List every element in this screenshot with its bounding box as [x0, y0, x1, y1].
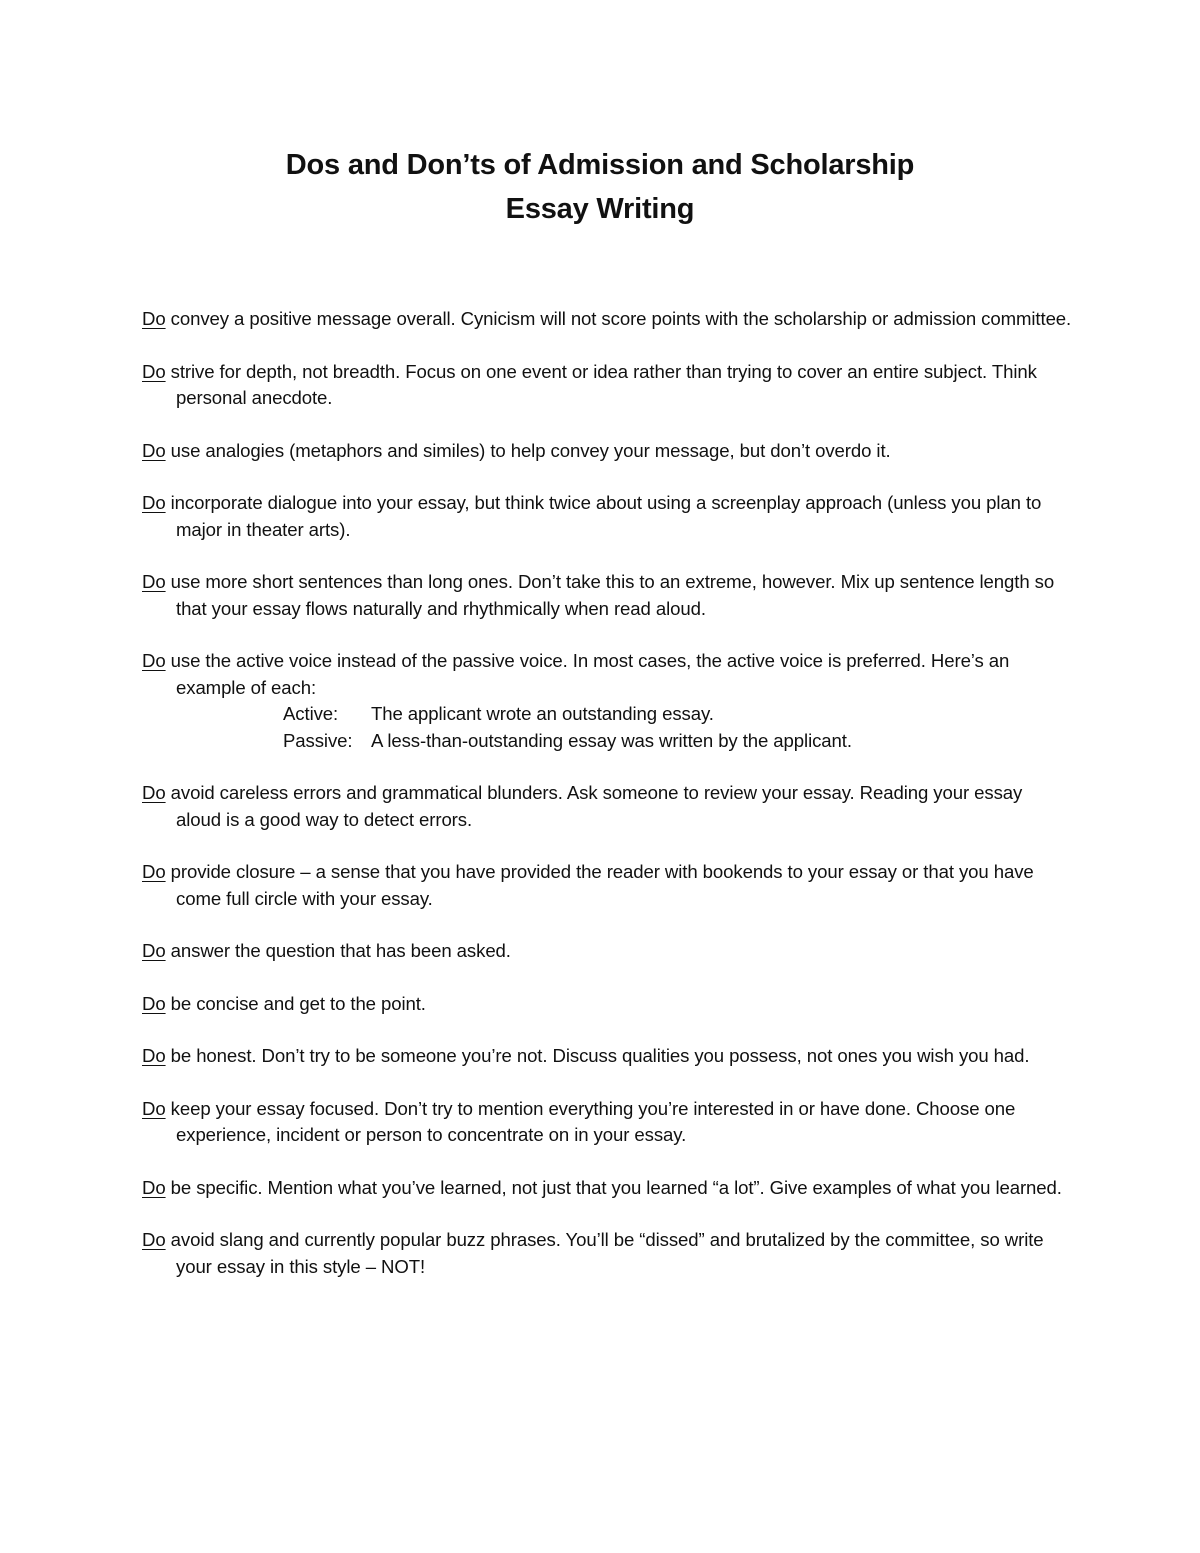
do-label: Do [142, 940, 166, 961]
do-label: Do [142, 492, 166, 513]
item-text: answer the question that has been asked. [165, 940, 511, 961]
list-item [142, 490, 1072, 543]
do-label: Do [142, 1097, 166, 1119]
item-text: be concise and get to the point. [165, 992, 426, 1014]
list-item [142, 569, 1072, 622]
item-text: keep your essay focused. Don’t try to mention everything you’re interested in or have done. Choose one experience, incident or person to concentrate on in your essay. [165, 1097, 1016, 1145]
example-label: Passive: [283, 729, 353, 751]
item-text: use more short sentences than long ones. Don’t take this to an extreme, however. Mix up sentence length so that your essay flows naturally and rhythmically when read aloud. [165, 571, 1055, 619]
list-item [142, 359, 1072, 412]
do-label: Do [142, 571, 166, 592]
do-label: Do [142, 992, 166, 1014]
list-item [142, 438, 1072, 465]
item-text: avoid slang and currently popular buzz phrases. You’ll be “dissed” and brutalized by the committee, so write your essay in this style – NOT! [165, 1229, 1044, 1277]
voice-examples [283, 701, 1072, 754]
item-text: incorporate dialogue into your essay, but think twice about using a screenplay approach (unless you plan to major in theater arts). [165, 492, 1042, 540]
item-text: use analogies (metaphors and similes) to help convey your message, but don’t overdo it. [165, 439, 891, 461]
item-text: convey a positive message overall. Cynicism will not score points with the scholarship or admission committee. [165, 308, 1072, 329]
list-item [142, 648, 1072, 754]
item-text: be specific. Mention what you’ve learned, not just that you learned “a lot”. Give examples of what you learned. [165, 1176, 1062, 1198]
document-title [0, 143, 1200, 231]
list-item [142, 1175, 1072, 1202]
item-text: use the active voice instead of the passive voice. In most cases, the active voice is preferred. Here’s an example of each: [165, 650, 1010, 698]
item-text: provide closure – a sense that you have provided the reader with bookends to your essay or that you have come full circle with your essay. [165, 861, 1034, 909]
item-text: avoid careless errors and grammatical blunders. Ask someone to review your essay. Reading your essay aloud is a good way to detect errors. [165, 782, 1023, 830]
do-label: Do [142, 650, 166, 671]
do-label: Do [142, 439, 166, 461]
list-item [142, 306, 1072, 333]
do-label: Do [142, 360, 166, 382]
list-item [142, 1043, 1072, 1070]
title-line-1: Dos and Don’ts of Admission and Scholarship [285, 149, 915, 181]
do-label: Do [142, 782, 166, 803]
example-text: A less-than-outstanding essay was written by the applicant. [371, 729, 852, 751]
example-text: The applicant wrote an outstanding essay. [371, 703, 714, 724]
list-item [142, 1096, 1072, 1149]
list-item [142, 859, 1072, 912]
item-text: be honest. Don’t try to be someone you’re not. Discuss qualities you possess, not ones you wish you had. [165, 1045, 1030, 1066]
do-label: Do [142, 1045, 166, 1066]
do-label: Do [142, 861, 166, 882]
do-label: Do [142, 1229, 166, 1250]
do-label: Do [142, 308, 166, 329]
title-line-2: Essay Writing [505, 193, 695, 225]
list-item [142, 938, 1072, 965]
list-item [142, 991, 1072, 1018]
example-row-active [283, 701, 1072, 728]
example-row-passive [283, 728, 1072, 755]
list-item [142, 1227, 1072, 1280]
do-label: Do [142, 1176, 166, 1198]
item-text: strive for depth, not breadth. Focus on one event or idea rather than trying to cover an entire subject. Think personal anecdote. [165, 360, 1037, 408]
dos-list [142, 306, 1072, 1306]
example-label: Active: [283, 703, 339, 724]
list-item [142, 780, 1072, 833]
